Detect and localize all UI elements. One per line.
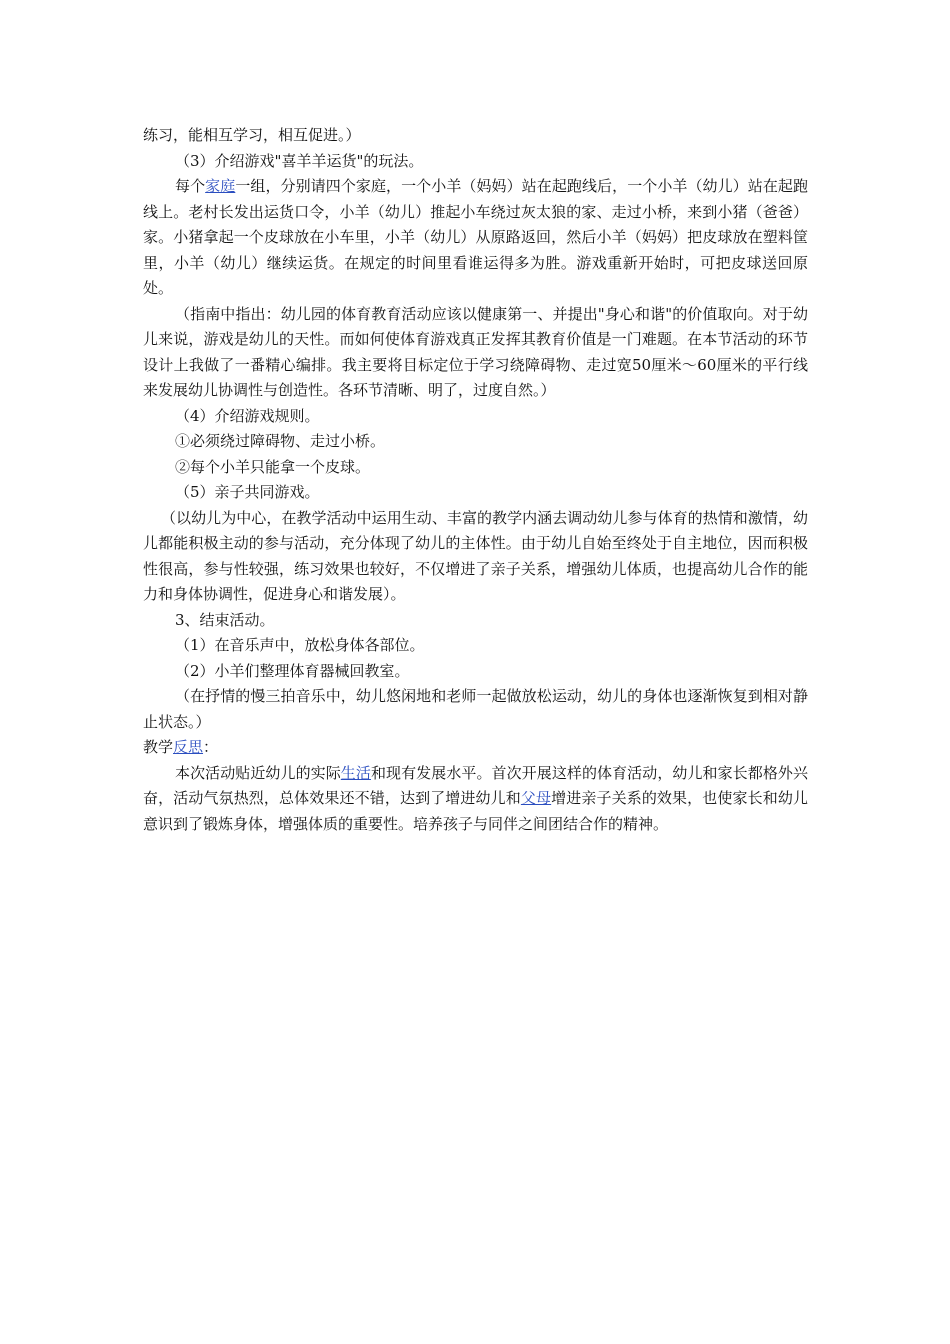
paragraph-music-note: （在抒情的慢三拍音乐中，幼儿悠闲地和老师一起做放松运动，幼儿的身体也逐渐恢复到相对静止状态。） [143,687,808,731]
paragraph-tidy-up: （2）小羊们整理体育器械回教室。 [175,661,410,680]
paragraph-child-centered-note: （以幼儿为中心，在教学活动中运用生动、丰富的教学内涵去调动幼儿参与体育的热情和激情，幼儿都能积极主动的参与活动，充分体现了幼儿的主体性。由于幼儿自始至终处于自主地位，因而积极性很高，参与性较强，练习效果也较好，不仅增进了亲子关系，增强幼儿体质，也提高幼儿合作的能力和身体协调性，促进身心和谐发展）。 [143,508,808,603]
paragraph-relax: （1）在音乐声中，放松身体各部位。 [175,636,425,654]
paragraph-continuation: 练习，能相互学习，相互促进。） [143,126,361,144]
paragraph-reflection-body [143,761,808,838]
text-segment: 增进亲子关系的效果，也使家长和幼儿意识到了锻炼身体，增强体质的重要性。培养孩子与同伴之间团结合作的精神。 [143,789,808,833]
text-segment: 每个 [175,177,206,195]
text-segment: 本次活动贴近幼儿的实际 [175,763,341,782]
text-segment: 教学 [143,738,174,756]
paragraph-rules-heading: （4）介绍游戏规则。 [175,406,320,425]
document-body [143,123,808,837]
text-segment: 和现有发展水平。首次开展这样的体育活动，幼儿和家长都格外兴奋，活动气氛热烈，总体效果还不错，达到了增进幼儿和 [143,763,808,807]
paragraph-game-rules-description [143,174,808,302]
list-item-rule-2: ②每个小羊只能拿一个皮球。 [175,457,371,476]
link-reflection[interactable]: 反思 [173,738,204,756]
link-family[interactable]: 家庭 [205,177,236,195]
text-segment: ： [203,738,219,756]
link-life[interactable]: 生活 [340,763,371,782]
link-parents[interactable]: 父母 [520,789,552,807]
paragraph-reflection-heading [143,735,808,761]
paragraph-parent-child-game: （5）亲子共同游戏。 [175,483,320,501]
paragraph-end-activity-heading: 3、结束活动。 [175,610,275,629]
paragraph-guideline-note: （指南中指出：幼儿园的体育教育活动应该以健康第一、并提出"身心和谐"的价值取向。对于幼儿来说，游戏是幼儿的天性。而如何使体育游戏真正发挥其教育价值是一门难题。在本节活动的环节设计上我做了一番精心编排。我主要将目标定位于学习绕障碍物、走过宽50厘米～60厘米的平行线来发展幼儿协调性与创造性。各环节清晰、明了，过度自然。） [143,304,808,399]
list-item-rule-1: ①必须绕过障碍物、走过小桥。 [175,432,386,450]
paragraph-game-intro: （3）介绍游戏"喜羊羊运货"的玩法。 [175,151,424,170]
text-segment: 一组，分别请四个家庭，一个小羊（妈妈）站在起跑线后，一个小羊（幼儿）站在起跑线上。老村长发出运货口令，小羊（幼儿）推起小车绕过灰太狼的家、走过小桥，来到小猪（爸爸）家。小猪拿起一个皮球放在小车里，小羊（幼儿）从原路返回，然后小羊（妈妈）把皮球放在塑料筐里，小羊（幼儿）继续运货。在规定的时间里看谁运得多为胜。游戏重新开始时，可把皮球送回原处。 [143,177,808,297]
